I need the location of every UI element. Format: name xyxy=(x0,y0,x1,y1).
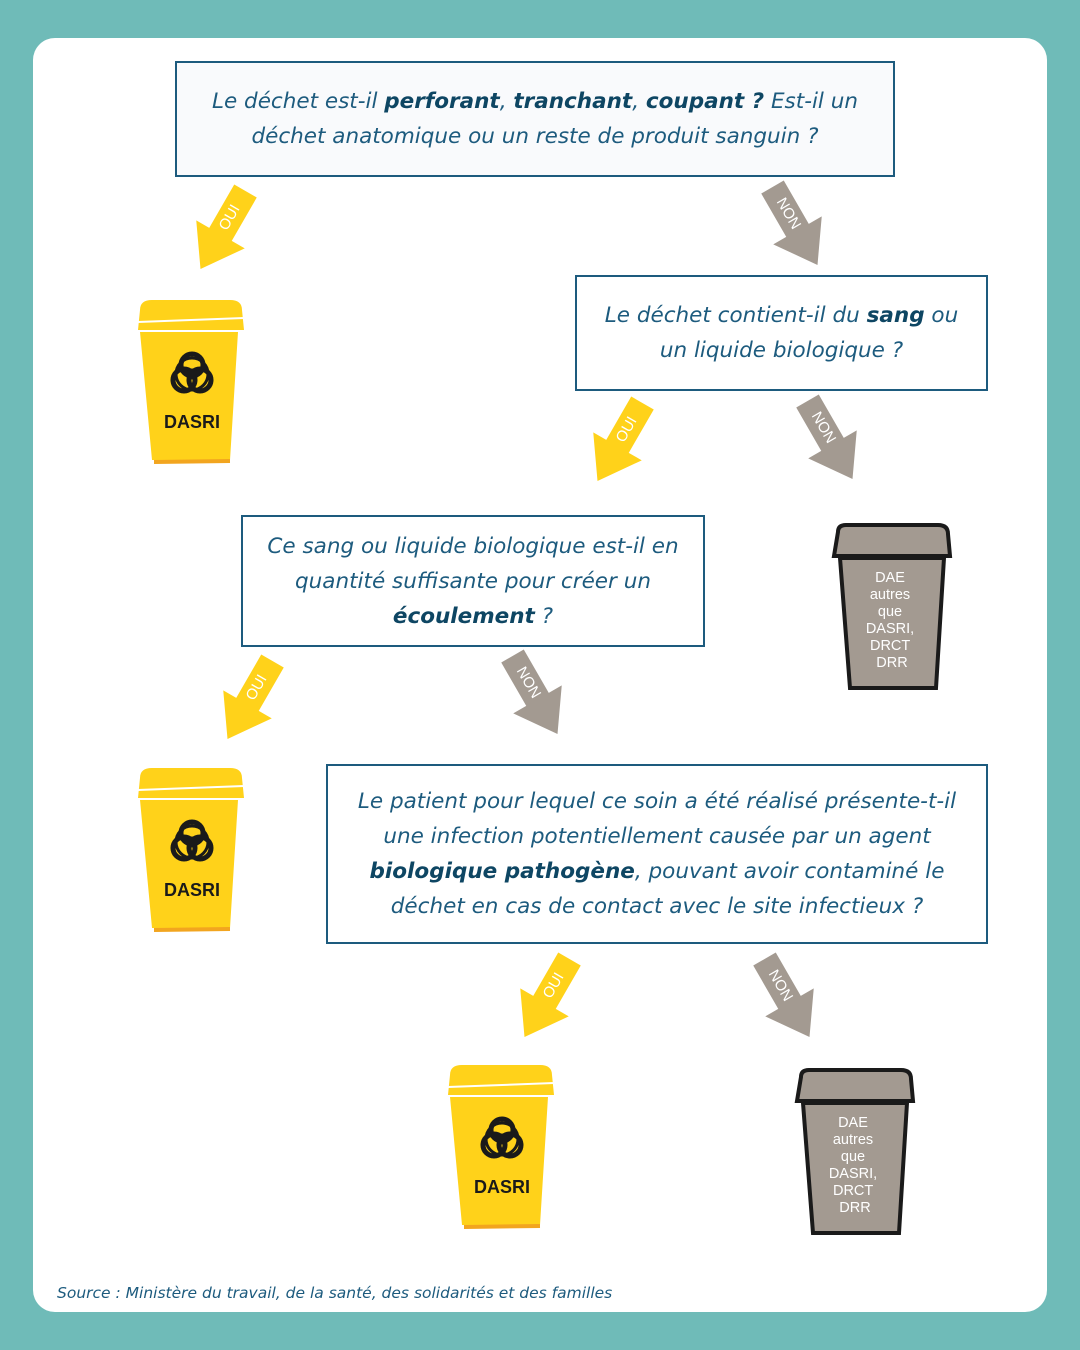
question-3-box xyxy=(241,515,705,647)
question-3-line-1: Ce sang ou liquide biologique est-il en xyxy=(267,533,679,559)
svg-text:NON: NON xyxy=(772,194,805,233)
question-1-line-2: déchet anatomique ou un reste de produit sanguin ? xyxy=(251,124,819,149)
svg-text:NON: NON xyxy=(807,408,840,447)
svg-text:NON: NON xyxy=(512,663,545,702)
svg-text:OUI: OUI xyxy=(612,413,641,446)
question-1-box xyxy=(175,61,895,177)
no-arrow-4 xyxy=(752,958,822,1048)
question-2-line-1: Le déchet contient-il du sang ou xyxy=(604,303,959,328)
svg-text:OUI: OUI xyxy=(215,201,244,234)
no-arrow-2 xyxy=(795,400,865,490)
source-note: Source : Ministère du travail, de la santé, des solidarités et des familles xyxy=(57,1284,613,1302)
yes-arrow-1 xyxy=(188,190,258,280)
question-3-line-3: écoulement ? xyxy=(392,603,554,629)
no-arrow-1 xyxy=(760,186,830,276)
question-4-line-1: Le patient pour lequel ce soin a été réalisé présente-t-il xyxy=(357,789,957,814)
no-arrow-3 xyxy=(500,655,570,745)
question-1-line-1: Le déchet est-il perforant, tranchant, coupant ? Est-il un xyxy=(212,89,858,114)
dasri-bin-1 xyxy=(130,298,248,470)
question-4-box xyxy=(326,764,988,944)
question-4-line-2: une infection potentiellement causée par un agent xyxy=(383,824,931,849)
yes-arrow-4 xyxy=(512,958,582,1048)
svg-text:OUI: OUI xyxy=(242,671,271,704)
svg-text:NON: NON xyxy=(764,966,797,1005)
svg-text:DAE autres que: DAE autres que DASRI, DRCT DRR xyxy=(828,1115,878,1216)
svg-text:DAE autres que: DAE autres que DASRI, DRCT DRR xyxy=(865,570,915,671)
question-4-line-4: déchet en cas de contact avec le site infectieux ? xyxy=(390,894,924,919)
question-2-box xyxy=(575,275,988,391)
question-3-line-2: quantité suffisante pour créer un xyxy=(295,568,651,594)
dasri-bin-3 xyxy=(440,1063,558,1235)
question-4-line-3: biologique pathogène, pouvant avoir contaminé le xyxy=(369,859,945,884)
svg-text:DASRI: DASRI xyxy=(163,412,221,432)
svg-text:DASRI: DASRI xyxy=(163,880,221,900)
dae-bin-1 xyxy=(830,522,954,694)
dasri-bin-2 xyxy=(130,766,248,938)
dae-bin-2 xyxy=(793,1067,917,1239)
yes-arrow-2 xyxy=(585,402,655,492)
svg-text:DASRI: DASRI xyxy=(473,1177,531,1197)
question-2-line-2: un liquide biologique ? xyxy=(659,338,904,363)
svg-text:OUI: OUI xyxy=(539,969,568,1002)
yes-arrow-3 xyxy=(215,660,285,750)
